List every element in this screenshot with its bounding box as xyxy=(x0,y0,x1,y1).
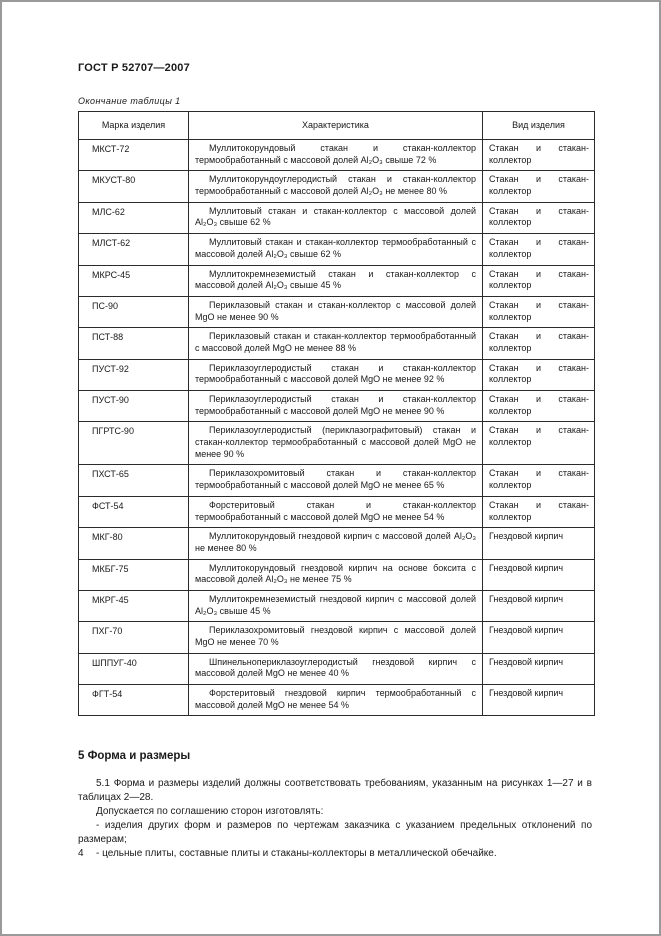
table-row xyxy=(79,496,595,527)
cell-type: Стакан и стакан-коллектор xyxy=(483,296,595,327)
table-row xyxy=(79,234,595,265)
cell-type: Стакан и стакан-коллектор xyxy=(483,202,595,233)
cell-mark: МЛС-62 xyxy=(79,202,189,233)
table-row xyxy=(79,202,595,233)
cell-desc: Периклазовый стакан и стакан-коллектор с массовой долей MgO не менее 90 % xyxy=(189,296,483,327)
cell-mark: МКСТ-72 xyxy=(79,140,189,171)
cell-type: Гнездовой кирпич xyxy=(483,590,595,621)
cell-type: Гнездовой кирпич xyxy=(483,653,595,684)
cell-desc: Муллитовый стакан и стакан-коллектор с массовой долей Al₂O₃ свыше 62 % xyxy=(189,202,483,233)
cell-mark: МКБГ-75 xyxy=(79,559,189,590)
table-row xyxy=(79,265,595,296)
cell-mark: ШППУГ-40 xyxy=(79,653,189,684)
table-row xyxy=(79,685,595,716)
cell-mark: ПГРТС-90 xyxy=(79,422,189,465)
cell-desc: Периклазохромитовый стакан и стакан-коллектор термообработанный с массовой долей MgO не менее 65 % xyxy=(189,465,483,496)
table-row xyxy=(79,296,595,327)
cell-type: Стакан и стакан-коллектор xyxy=(483,265,595,296)
table-row xyxy=(79,465,595,496)
products-table xyxy=(78,111,595,716)
paragraph-5-1: 5.1 Форма и размеры изделий должны соответствовать требованиям, указанным на рисунках 1—27 и в таблицах 2—28. xyxy=(78,778,592,804)
table-row xyxy=(79,422,595,465)
cell-desc: Периклазоуглеродистый стакан и стакан-коллектор термообработанный с массовой долей MgO не менее 92 % xyxy=(189,359,483,390)
cell-desc: Муллитокремнеземистый стакан и стакан-коллектор с массовой долей Al₂O₃ свыше 45 % xyxy=(189,265,483,296)
cell-mark: ПХГ-70 xyxy=(79,622,189,653)
cell-type: Стакан и стакан-коллектор xyxy=(483,496,595,527)
cell-desc: Шпинельнопериклазоуглеродистый гнездовой кирпич с массовой долей MgO не менее 40 % xyxy=(189,653,483,684)
table-row xyxy=(79,590,595,621)
cell-type: Гнездовой кирпич xyxy=(483,622,595,653)
cell-mark: МКРГ-45 xyxy=(79,590,189,621)
cell-mark: МКУСТ-80 xyxy=(79,171,189,202)
cell-desc: Муллитокорундоуглеродистый стакан и стакан-коллектор термообработанный с массовой долей Al₂O₃ не менее 80 % xyxy=(189,171,483,202)
bullet-metal-casing: - цельные плиты, составные плиты и стаканы-коллекторы в металлической обечайке. xyxy=(96,848,497,860)
bullet-custom-shapes: - изделия других форм и размеров по чертежам заказчика с указанием предельных отклонений по размерам; xyxy=(78,820,592,846)
cell-desc: Муллитокремнеземистый гнездовой кирпич с массовой долей Al₂O₃ свыше 45 % xyxy=(189,590,483,621)
cell-mark: ПСТ-88 xyxy=(79,328,189,359)
cell-type: Стакан и стакан-коллектор xyxy=(483,328,595,359)
cell-desc: Периклазоуглеродистый (периклазографитовый) стакан и стакан-коллектор термообработанный с массовой долей MgO не менее 90 % xyxy=(189,422,483,465)
cell-desc: Муллитокорундовый гнездовой кирпич с массовой долей Al₂O₃ не менее 80 % xyxy=(189,528,483,559)
cell-desc: Муллитокорундовый стакан и стакан-коллектор термообработанный с массовой долей Al₂O₃ свыше 72 % xyxy=(189,140,483,171)
cell-type: Стакан и стакан-коллектор xyxy=(483,171,595,202)
cell-desc: Периклазовый стакан и стакан-коллектор термообработанный с массовой долей MgO не менее 88 % xyxy=(189,328,483,359)
cell-mark: ПС-90 xyxy=(79,296,189,327)
doc-standard-number: ГОСТ Р 52707—2007 xyxy=(78,62,190,74)
table-row xyxy=(79,359,595,390)
cell-type: Гнездовой кирпич xyxy=(483,559,595,590)
cell-mark: ПХСТ-65 xyxy=(79,465,189,496)
table-body xyxy=(79,140,595,716)
cell-type: Гнездовой кирпич xyxy=(483,528,595,559)
col-header-characteristic: Характеристика xyxy=(189,112,483,140)
cell-desc: Периклазоуглеродистый стакан и стакан-коллектор термообработанный с массовой долей MgO не менее 90 % xyxy=(189,391,483,422)
paragraph-allowance: Допускается по соглашению сторон изготовлять: xyxy=(96,806,324,818)
cell-mark: ФГТ-54 xyxy=(79,685,189,716)
cell-type: Стакан и стакан-коллектор xyxy=(483,391,595,422)
cell-desc: Периклазохромитовый гнездовой кирпич с массовой долей MgO не менее 70 % xyxy=(189,622,483,653)
cell-type: Гнездовой кирпич xyxy=(483,685,595,716)
cell-type: Стакан и стакан-коллектор xyxy=(483,140,595,171)
cell-mark: МКРС-45 xyxy=(79,265,189,296)
page-number: 4 xyxy=(78,848,84,859)
cell-mark: ФСТ-54 xyxy=(79,496,189,527)
table-row xyxy=(79,328,595,359)
cell-desc: Форстеритовый гнездовой кирпич термообработанный с массовой долей MgO не менее 54 % xyxy=(189,685,483,716)
col-header-mark: Марка изделия xyxy=(79,112,189,140)
table-caption: Окончание таблицы 1 xyxy=(78,96,181,106)
col-header-type: Вид изделия xyxy=(483,112,595,140)
section-title: 5 Форма и размеры xyxy=(78,750,191,763)
table-row xyxy=(79,171,595,202)
table-row xyxy=(79,559,595,590)
cell-type: Стакан и стакан-коллектор xyxy=(483,465,595,496)
cell-mark: МЛСТ-62 xyxy=(79,234,189,265)
table-header-row xyxy=(79,112,595,140)
cell-mark: ПУСТ-90 xyxy=(79,391,189,422)
cell-type: Стакан и стакан-коллектор xyxy=(483,359,595,390)
cell-desc: Форстеритовый стакан и стакан-коллектор термообработанный с массовой долей MgO не менее 54 % xyxy=(189,496,483,527)
cell-desc: Муллитовый стакан и стакан-коллектор термообработанный с массовой долей Al₂O₃ свыше 62 % xyxy=(189,234,483,265)
cell-desc: Муллитокорундовый гнездовой кирпич на основе боксита с массовой долей Al₂O₃ не менее 75 % xyxy=(189,559,483,590)
cell-type: Стакан и стакан-коллектор xyxy=(483,234,595,265)
table-row xyxy=(79,140,595,171)
table-row xyxy=(79,528,595,559)
cell-mark: ПУСТ-92 xyxy=(79,359,189,390)
cell-type: Стакан и стакан-коллектор xyxy=(483,422,595,465)
cell-mark: МКГ-80 xyxy=(79,528,189,559)
table-row xyxy=(79,391,595,422)
table-row xyxy=(79,622,595,653)
table-row xyxy=(79,653,595,684)
